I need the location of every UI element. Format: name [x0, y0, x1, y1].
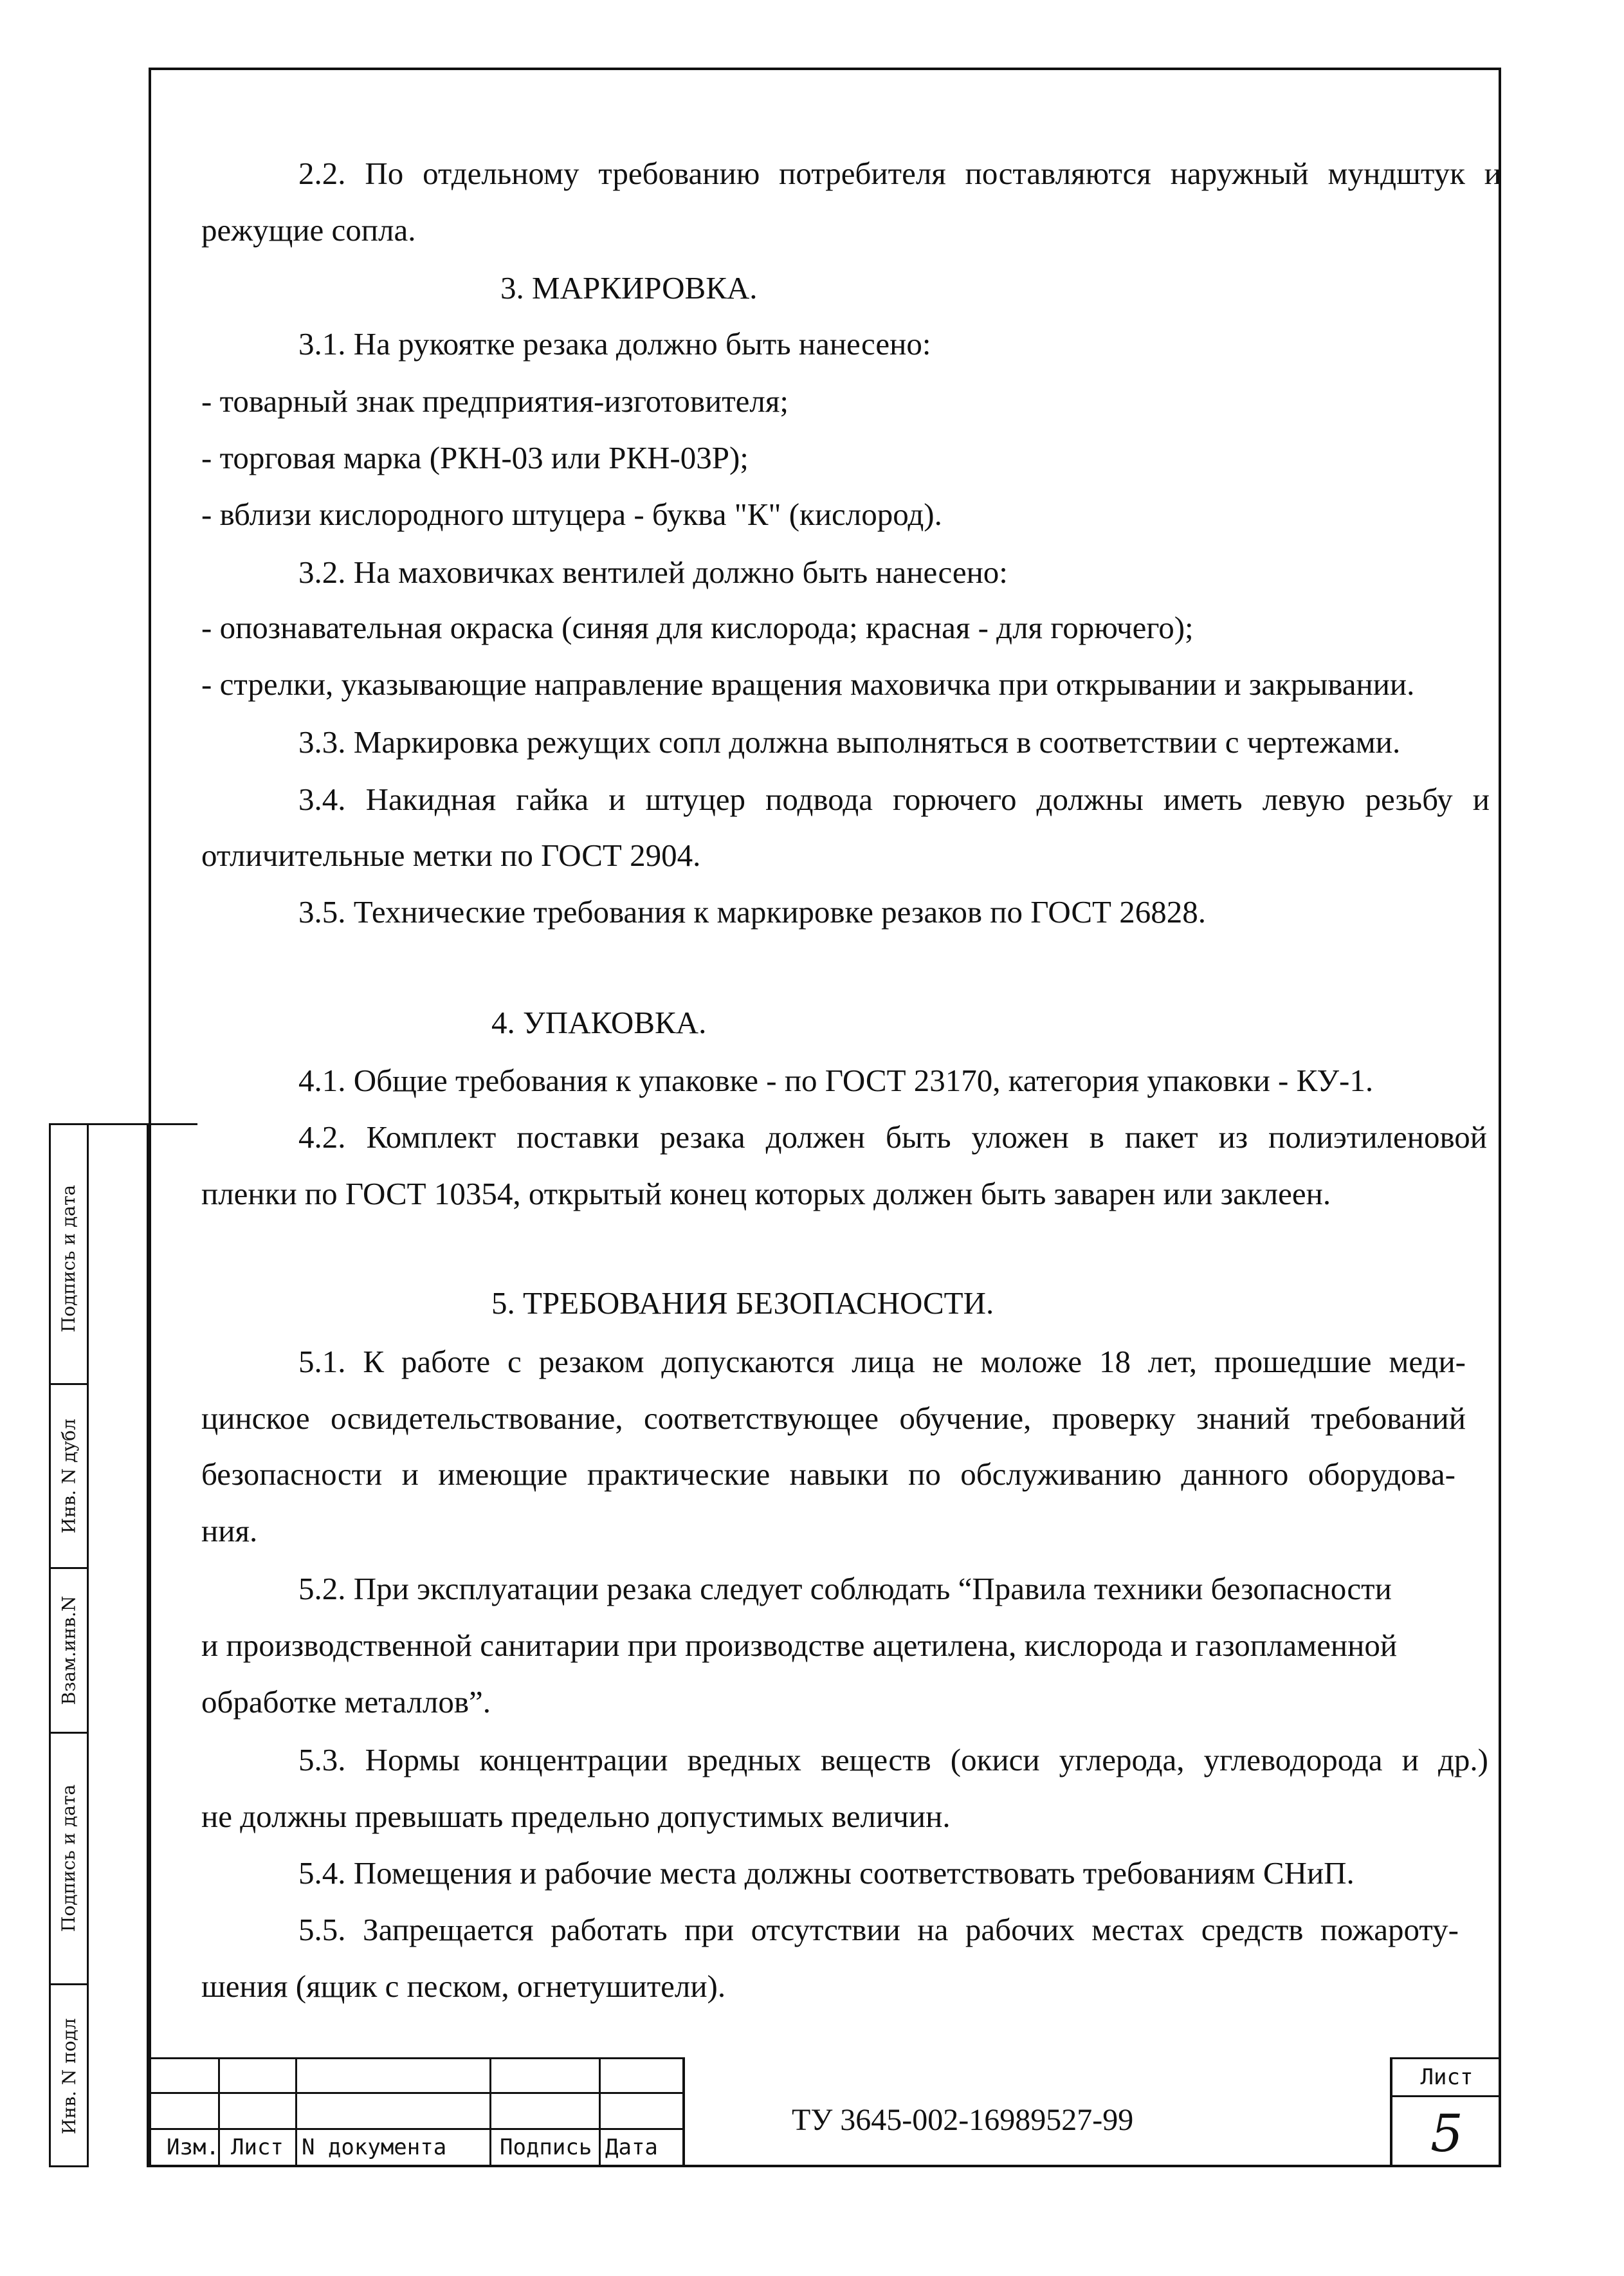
section-heading-packaging: 4. УПАКОВКА. [491, 1005, 707, 1040]
margin-label: Инв. N подл [58, 2017, 80, 2134]
margin-cell-sign-date-top [51, 1136, 86, 1381]
margin-cell-inv-orig [51, 1986, 86, 2166]
margin-cell-vzam-inv [51, 1570, 86, 1730]
para-2-2-line-2: режущие сопла. [201, 212, 416, 248]
para-4-2-line-1: 4.2. Комплект поставки резака должен быть уложен в пакет из полиэтиленовой [298, 1119, 1487, 1155]
margin-label: Подпись и дата [58, 1184, 80, 1332]
grid-line [149, 2092, 682, 2094]
sheet-number: 5 [1430, 2103, 1463, 2163]
title-block-divider [682, 2057, 685, 2167]
para-5-2-line-3: обработке металлов”. [201, 1684, 491, 1720]
para-5-3-line-2: не должны превышать предельно допустимых величин. [201, 1799, 951, 1834]
grid-line [295, 2057, 297, 2167]
para-3-2: 3.2. На маховичках вентилей должно быть нанесено: [298, 555, 1008, 590]
col-header-signature: Подпись [500, 2134, 592, 2160]
list-item-letter-k: - вблизи кислородного штуцера - буква "К" (кислород). [201, 497, 942, 532]
sheet-label: Лист [1392, 2059, 1501, 2097]
para-3-5: 3.5. Технические требования к маркировке резаков по ГОСТ 26828. [298, 894, 1206, 930]
grid-line [489, 2057, 491, 2167]
title-block [149, 2057, 1501, 2167]
para-5-2-line-2: и производственной санитарии при производстве ацетилена, кислорода и газопламенной [201, 1628, 1398, 1663]
col-header-doc-number: N документа [302, 2134, 447, 2160]
col-header-list: Лист [231, 2134, 284, 2160]
para-5-1-line-4: ния. [201, 1513, 258, 1548]
para-5-1-line-1: 5.1. К работе с резаком допускаются лица не моложе 18 лет, прошедшие меди- [298, 1344, 1466, 1379]
para-3-1: 3.1. На рукоятке резака должно быть нанесено: [298, 326, 931, 362]
margin-divider [49, 1383, 89, 1385]
para-5-5-line-2: шения (ящик с песком, огнетушители). [201, 1969, 726, 2004]
list-item-coloring: - опознавательная окраска (синяя для кислорода; красная - для горючего); [201, 610, 1194, 645]
margin-divider [49, 1732, 89, 1734]
list-item-trademark: - товарный знак предприятия-изготовителя; [201, 383, 789, 419]
para-5-4: 5.4. Помещения и рабочие места должны соответствовать требованиям СНиП. [298, 1855, 1355, 1891]
para-5-1-line-3: безопасности и имеющие практические навыки по обслуживанию данного оборудова- [201, 1456, 1455, 1492]
para-5-2-line-1: 5.2. При эксплуатации резака следует соблюдать “Правила техники безопасности [298, 1571, 1392, 1606]
sheet-box [1390, 2057, 1501, 2167]
para-3-3: 3.3. Маркировка режущих сопл должна выполняться в соответствии с чертежами. [298, 724, 1401, 760]
binding-margin [49, 1123, 149, 2167]
margin-cell-sign-date-bottom [51, 1734, 86, 1982]
margin-entry-column [87, 1123, 149, 2167]
list-item-arrows: - стрелки, указывающие направление вращения маховичка при открывании и закрывании. [201, 666, 1415, 702]
col-header-date: Дата [605, 2134, 658, 2160]
margin-top-line [49, 1123, 197, 1125]
document-number: ТУ 3645-002-16989527-99 [792, 2103, 1134, 2137]
margin-label: Взам.инв.N [58, 1595, 80, 1705]
section-heading-marking: 3. МАРКИРОВКА. [500, 270, 758, 306]
para-2-2-line-1: 2.2. По отдельному требованию потребителя поставляются наружный мундштук и [298, 156, 1501, 191]
para-5-1-line-2: цинское освидетельствование, соответствующее обучение, проверку знаний требований [201, 1400, 1466, 1436]
margin-cell-inv-dup [51, 1386, 86, 1566]
margin-label: Подпись и дата [58, 1784, 80, 1932]
grid-line [599, 2057, 601, 2167]
para-5-5-line-1: 5.5. Запрещается работать при отсутствии на рабочих местах средств пожароту- [298, 1912, 1459, 1947]
margin-divider [49, 1983, 89, 1985]
list-item-brand: - торговая марка (РКН-03 или РКН-03Р); [201, 440, 749, 475]
section-heading-safety: 5. ТРЕБОВАНИЯ БЕЗОПАСНОСТИ. [491, 1285, 994, 1321]
para-4-2-line-2: пленки по ГОСТ 10354, открытый конец которых должен быть заварен или заклеен. [201, 1176, 1331, 1211]
margin-divider [49, 1567, 89, 1569]
para-3-4-line-1: 3.4. Накидная гайка и штуцер подвода горючего должны иметь левую резьбу и [298, 782, 1490, 817]
col-header-izm: Изм. [167, 2134, 219, 2160]
para-5-3-line-1: 5.3. Нормы концентрации вредных веществ (окиси углерода, углеводорода и др.) [298, 1742, 1488, 1777]
para-4-1: 4.1. Общие требования к упаковке - по ГОСТ 23170, категория упаковки - КУ-1. [298, 1063, 1374, 1098]
para-3-4-line-2: отличительные метки по ГОСТ 2904. [201, 838, 701, 873]
margin-label: Инв. N дубл [58, 1418, 80, 1534]
